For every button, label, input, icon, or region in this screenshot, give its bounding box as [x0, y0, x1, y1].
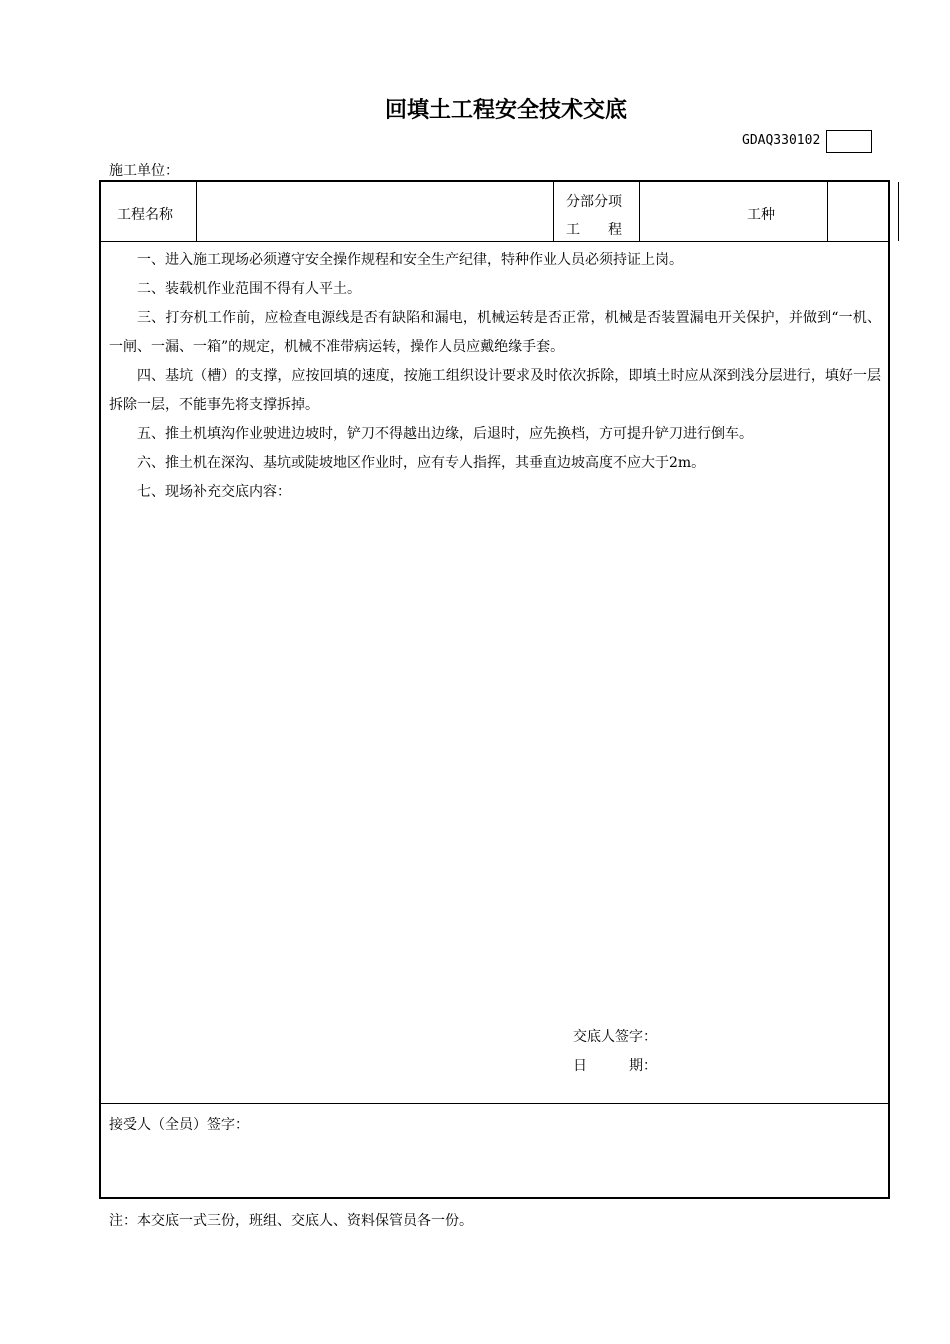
footnote: 注：本交底一式三份，班组、交底人、资料保管员各一份。: [109, 1213, 473, 1229]
subproject-field[interactable]: [640, 182, 827, 241]
signer-label: 交底人签字：: [573, 1029, 657, 1045]
disclosure-item: 三、打夯机工作前，应检查电源线是否有缺陷和漏电，机械运转是否正常，机械是否装置漏电开关保护，并做到“一机、一闸、一漏、一箱”的规定，机械不准带病运转，操作人员应戴绝缘手套。: [109, 310, 881, 355]
work-type-field[interactable]: [899, 182, 950, 241]
disclosure-item: 五、推土机填沟作业驶进边坡时，铲刀不得越出边缘，后退时，应先换档，方可提升铲刀进行倒车。: [137, 426, 753, 442]
receiver-signature-field[interactable]: [101, 1104, 888, 1197]
document-title: 回填土工程安全技术交底: [384, 98, 627, 123]
disclosure-item: 二、装载机作业范围不得有人平土。: [137, 281, 361, 297]
divider: [553, 182, 554, 241]
disclosure-item: 一、进入施工现场必须遵守安全操作规程和安全生产纪律，特种作业人员必须持证上岗。: [137, 252, 683, 268]
disclosure-item: 六、推土机在深沟、基坑或陡坡地区作业时，应有专人指挥，其垂直边坡高度不应大于2m。: [137, 455, 706, 471]
project-name-label: 工程名称: [117, 207, 173, 223]
subproject-label-line1: 分部分项: [566, 194, 622, 210]
form-table: [99, 180, 890, 1199]
form-code: GDAQ330102: [742, 133, 821, 148]
work-type-label: 工种: [747, 207, 775, 223]
project-name-field[interactable]: [197, 182, 553, 241]
receiver-signature-label: 接受人（全员）签字：: [109, 1117, 249, 1133]
disclosure-item: 七、现场补充交底内容：: [137, 484, 291, 500]
disclosure-content: [109, 246, 881, 507]
disclosure-item: 四、基坑（槽）的支撑，应按回填的速度，按施工组织设计要求及时依次拆除，即填土时应从深到浅分层进行，填好一层拆除一层，不能事先将支撑拆掉。: [109, 368, 881, 413]
form-code-box[interactable]: [826, 130, 872, 153]
divider: [827, 182, 828, 241]
header-row: [101, 182, 888, 242]
subproject-label-line2: 工 程: [566, 222, 622, 238]
construction-unit-label: 施工单位：: [109, 163, 179, 179]
date-label: 日 期：: [573, 1058, 657, 1074]
